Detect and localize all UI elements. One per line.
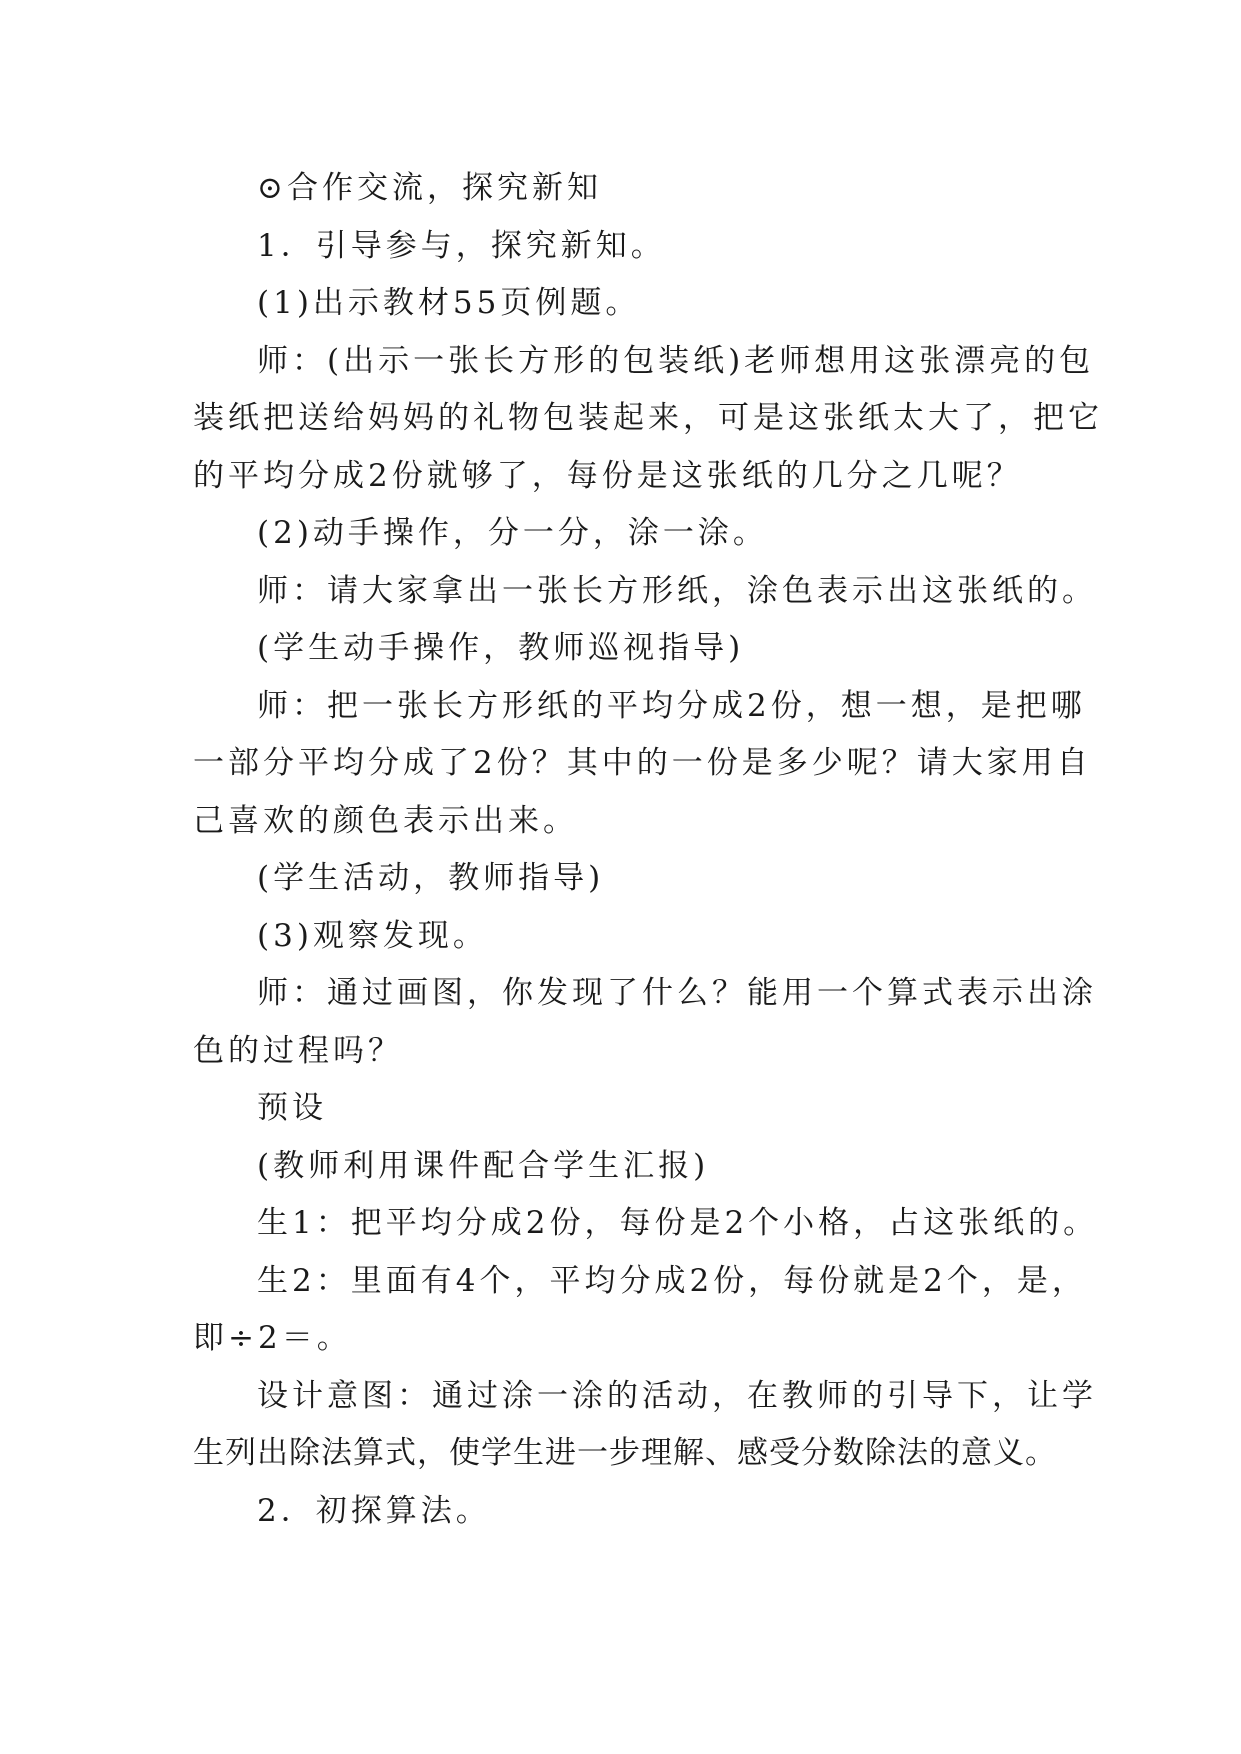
step-heading: 1．引导参与，探究新知。 <box>257 227 666 264</box>
paragraph: (教师利用课件配合学生汇报) <box>257 1147 710 1184</box>
paragraph-continuation: 生列出除法算式，使学生进一步理解、感受分数除法的意义。 <box>193 1435 1057 1471</box>
paragraph-continuation: 即÷2＝。 <box>193 1320 352 1356</box>
paragraph: 生1：把平均分成2份，每份是2个小格，占这张纸的。 <box>257 1205 1099 1241</box>
paragraph-continuation: 己喜欢的颜色表示出来。 <box>193 802 578 839</box>
paragraph: (3)观察发现。 <box>257 917 488 954</box>
paragraph-continuation: 的平均分成2份就够了，每份是这张纸的几分之几呢？ <box>193 457 1022 494</box>
paragraph: 师：请大家拿出一张长方形纸，涂色表示出这张纸的。 <box>257 572 1097 609</box>
paragraph: 设计意图：通过涂一涂的活动，在教师的引导下，让学 <box>257 1377 1097 1414</box>
paragraph-continuation: 色的过程吗？ <box>193 1032 403 1069</box>
paragraph: 生2：里面有4个，平均分成2份，每份就是2个，是， <box>257 1262 1087 1299</box>
paragraph-continuation: 一部分平均分成了2份？其中的一份是多少呢？请大家用自 <box>193 745 1092 781</box>
paragraph-continuation: 装纸把送给妈妈的礼物包装起来，可是这张纸太大了，把它 <box>193 400 1103 436</box>
paragraph: (学生动手操作，教师巡视指导) <box>257 630 745 666</box>
paragraph: (1)出示教材55页例题。 <box>257 285 641 321</box>
paragraph: 师：通过画图，你发现了什么？能用一个算式表示出涂 <box>257 975 1097 1011</box>
step-heading: 2．初探算法。 <box>257 1492 491 1529</box>
paragraph: (2)动手操作，分一分，涂一涂。 <box>257 515 768 551</box>
paragraph: 师：(出示一张长方形的包装纸)老师想用这张漂亮的包 <box>257 342 1095 379</box>
paragraph: (学生活动，教师指导) <box>257 860 605 896</box>
paragraph: 预设 <box>257 1090 327 1126</box>
paragraph: 师：把一张长方形纸的平均分成2份，想一想，是把哪 <box>257 687 1086 724</box>
section-heading: ⊙合作交流，探究新知 <box>257 170 602 206</box>
document-body <box>193 160 1103 1540</box>
